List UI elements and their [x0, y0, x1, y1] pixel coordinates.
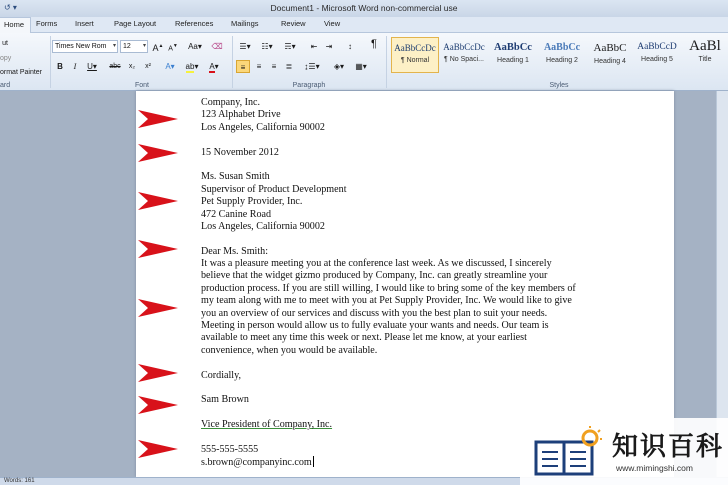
style-heading-4[interactable]: [586, 37, 634, 73]
highlight-icon[interactable]: ab▾: [185, 62, 199, 71]
increase-indent-icon[interactable]: ⇥: [325, 42, 333, 51]
style-name: Title: [698, 56, 712, 63]
tab-mailings[interactable]: Mailings: [231, 19, 259, 28]
tab-home[interactable]: Home: [0, 17, 31, 34]
font-group-label: Font: [134, 82, 149, 89]
document-line: 555-555-5555: [201, 443, 259, 455]
document-line: Meeting in person would allow us to fully evaluate your wants and needs. Our team is: [201, 320, 549, 332]
style-sample: AaBbCcDc: [443, 42, 485, 52]
style-name: ¶ No Spaci...: [444, 56, 484, 63]
arrow-icon: [138, 394, 178, 416]
watermark-title: 知识百科: [612, 432, 725, 462]
document-line: Vice President of Company, Inc.: [201, 419, 333, 431]
document-line: Ms. Susan Smith: [201, 171, 270, 183]
separator: [232, 36, 233, 88]
tab-references[interactable]: References: [175, 19, 214, 28]
style-name: Heading 4: [594, 58, 626, 65]
text-caret: [313, 456, 314, 467]
tab-insert[interactable]: Insert: [75, 19, 94, 28]
underline-icon[interactable]: U▾: [87, 62, 97, 71]
document-line: 472 Canine Road: [201, 208, 272, 220]
paragraph-group-label: Paragraph: [292, 82, 326, 89]
align-center-icon[interactable]: ≡: [256, 62, 262, 71]
quick-access-toolbar[interactable]: ↺ ▾: [4, 3, 17, 12]
line-spacing-icon[interactable]: ↨☰▾: [304, 62, 320, 71]
style-title[interactable]: [682, 37, 728, 73]
styles-group-label: Styles: [549, 82, 569, 89]
document-line: convenience, when you would be available.: [201, 344, 378, 356]
blank-line: [201, 159, 576, 171]
font-name-select[interactable]: [52, 40, 118, 53]
document-line: Dear Ms. Smith:: [201, 245, 269, 257]
blank-line: [201, 382, 576, 394]
blank-line: [201, 357, 576, 369]
document-line: believe that the widget gizmo produced by Company, Inc. can greatly streamline your: [201, 270, 548, 282]
style-name: Heading 1: [497, 57, 529, 64]
document-line: you an overview of our services and discuss with you the best plan to suit your needs.: [201, 307, 548, 319]
arrow-icon: [138, 438, 178, 460]
grow-font-icon[interactable]: A▲: [152, 43, 164, 53]
sort-icon[interactable]: ↕: [348, 42, 352, 51]
bullets-icon[interactable]: ☰▾: [239, 42, 251, 51]
format-painter-button[interactable]: ormat Painter: [0, 69, 43, 76]
arrow-icon: [138, 108, 178, 130]
style-sample: AaBbC: [593, 42, 627, 54]
arrow-icon: [138, 362, 178, 384]
document-body[interactable]: [201, 97, 576, 469]
document-line: It was a pleasure meeting you at the conference last week. As we discussed, I sincerely: [201, 258, 552, 270]
subscript-icon[interactable]: x₂: [128, 63, 136, 70]
document-line: my team along with me to meet with you at Pet Supply Provider, Inc. We would like to give: [201, 295, 572, 307]
font-size-value: 12: [123, 43, 131, 50]
arrow-icon: [138, 142, 178, 164]
style-sample: AaBbCc: [494, 42, 532, 53]
document-line: Cordially,: [201, 369, 241, 381]
shading-icon[interactable]: ◈▾: [333, 62, 345, 71]
document-line: Sam Brown: [201, 394, 249, 406]
ribbon: [0, 33, 728, 91]
document-line: Los Angeles, California 90002: [201, 121, 325, 133]
book-lightbulb-icon: [532, 426, 604, 478]
tab-review[interactable]: Review: [281, 19, 306, 28]
italic-icon[interactable]: I: [73, 62, 77, 71]
word-count[interactable]: Words: 161: [4, 478, 35, 484]
document-line: Supervisor of Product Development: [201, 183, 347, 195]
shrink-font-icon[interactable]: A▼: [168, 43, 178, 53]
style-no-spacing[interactable]: [440, 37, 488, 73]
style-sample: AaBbCcD: [637, 42, 677, 52]
style-heading-5[interactable]: [633, 37, 681, 73]
show-formatting-icon[interactable]: ¶: [371, 38, 377, 50]
cut-button[interactable]: ut: [2, 40, 8, 47]
text-effects-icon[interactable]: A▾: [165, 62, 175, 71]
blank-line: [201, 134, 576, 146]
justify-icon[interactable]: ≣: [285, 62, 293, 71]
chevron-down-icon: ▾: [142, 43, 146, 49]
font-size-select[interactable]: [120, 40, 148, 53]
window-title: Document1 - Microsoft Word non-commercial use: [270, 3, 458, 13]
arrow-icon: [138, 297, 178, 319]
bold-icon[interactable]: B: [57, 62, 63, 71]
document-line: Company, Inc.: [201, 97, 261, 108]
document-line: 123 Alphabet Drive: [201, 109, 281, 121]
strikethrough-icon[interactable]: abc: [109, 63, 121, 70]
arrow-icon: [138, 238, 178, 260]
style-sample: AaBl: [689, 38, 721, 54]
style-heading-1[interactable]: [489, 37, 537, 73]
font-color-icon[interactable]: A▾: [209, 62, 219, 71]
clear-formatting-icon[interactable]: ⌫: [211, 42, 223, 51]
align-left-icon[interactable]: ≡: [236, 60, 250, 73]
tab-view[interactable]: View: [324, 19, 341, 28]
borders-icon[interactable]: ▦▾: [355, 62, 367, 71]
chevron-down-icon: ▾: [112, 43, 116, 49]
ribbon-tabs: [0, 17, 728, 33]
document-line: Los Angeles, California 90002: [201, 220, 325, 232]
style-sample: AaBbCcDc: [394, 43, 436, 53]
blank-line: [201, 233, 576, 245]
align-right-icon[interactable]: ≡: [271, 62, 277, 71]
decrease-indent-icon[interactable]: ⇤: [310, 42, 318, 51]
arrow-icon: [138, 190, 178, 212]
style-normal[interactable]: [391, 37, 439, 73]
watermark: [520, 418, 728, 485]
style-name: Heading 2: [546, 57, 578, 64]
clipboard-group-label: ard: [0, 82, 11, 89]
tab-forms[interactable]: Forms: [36, 19, 58, 28]
document-line: 15 November 2012: [201, 146, 279, 158]
multilevel-list-icon[interactable]: ☴▾: [284, 42, 296, 51]
separator: [386, 36, 387, 88]
tab-page-layout[interactable]: Page Layout: [114, 19, 157, 28]
copy-button[interactable]: opy: [0, 55, 12, 62]
title-bar: [0, 0, 728, 17]
numbering-icon[interactable]: ☷▾: [261, 42, 273, 51]
change-case-icon[interactable]: Aa▾: [188, 42, 202, 51]
document-line: Pet Supply Provider, Inc.: [201, 196, 303, 208]
superscript-icon[interactable]: x²: [145, 63, 151, 70]
document-line: available to meet any time this week or next. Please let me know, at your earliest: [201, 332, 527, 344]
style-sample: AaBbCc: [543, 42, 581, 53]
document-line: s.brown@companyinc.com: [201, 457, 312, 469]
document-line: production process. If you are still willing, I would like to bring some of the key members of: [201, 282, 576, 294]
style-name: ¶ Normal: [400, 57, 430, 64]
font-name-value: Times New Rom: [55, 43, 107, 50]
watermark-url: www.mimingshi.com: [616, 463, 693, 473]
style-name: Heading 5: [641, 56, 673, 63]
style-heading-2[interactable]: [538, 37, 586, 73]
separator: [50, 36, 51, 88]
